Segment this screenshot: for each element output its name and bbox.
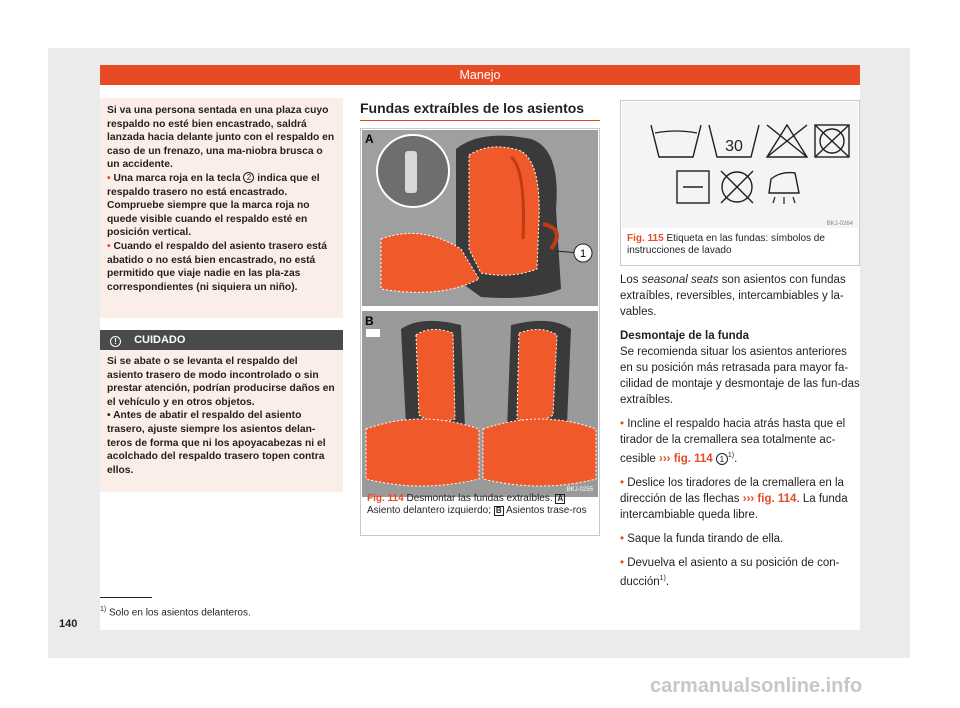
step-1-text: Incline el respaldo hacia atrás hasta que el tirador de la cremallera sea totalmente ac-cesible: [620, 418, 846, 465]
warning-bullet-1-pre: Una marca roja en la tecla: [113, 172, 241, 184]
step-1: • Incline el respaldo hacia atrás hasta que el tirador de la cremallera sea totalmente ac-cesible ››› fig. 114 1 $^{1)}$.: [620, 418, 846, 465]
rear-cover-right: [517, 329, 557, 421]
rear-cover-left: [416, 329, 455, 421]
panel-b-label: B: [365, 314, 374, 328]
warning-bullet-2-text: Cuando el respaldo del asiento trasero está abatido o no está bien encastrado, no está permitido que viaje nadie en las pla-zas correspondientes (ni siquiera un niño).: [107, 240, 327, 293]
caution-bullet: [107, 409, 335, 477]
bullet-icon: •: [107, 172, 111, 184]
caution-header: [100, 330, 343, 350]
subheading: Desmontaje de la funda: [620, 330, 750, 342]
section-title: Fundas extraíbles de los asientos: [360, 100, 585, 116]
rear-cushion-right: [483, 419, 596, 486]
footnote-rule: [100, 597, 152, 598]
caution-title: CUIDADO: [134, 334, 186, 346]
figure-115: [620, 100, 860, 266]
warning-bullet-1: [107, 172, 335, 240]
figure-114-caption: [367, 493, 595, 517]
letter-a-box: A: [555, 494, 565, 504]
seat-illustration: [361, 129, 599, 535]
callout-ref-badge: 1: [716, 453, 728, 465]
caution-bullet-text: Antes de abatir el respaldo del asiento trasero, ajuste siempre los asientos delan-teros de forma que ni los apoyacabezas ni el acolchado del respaldo trasero topen contra ellos.: [107, 410, 326, 476]
caption-text-2: Asiento delantero izquierdo;: [367, 505, 491, 516]
footnote-ref[interactable]: 1): [659, 574, 666, 582]
callout-number: 1: [579, 248, 587, 260]
zipper-pull: [405, 151, 417, 193]
figure-114: [360, 128, 600, 536]
section-rule: [360, 120, 600, 121]
intro-post: son asientos con fundas extraíbles, reversibles, intercambiables y la-vables.: [620, 274, 846, 318]
caption-text-3: Asientos trase-ros: [506, 505, 587, 516]
caution-body: [100, 350, 343, 477]
figure-link[interactable]: ››› fig. 114: [742, 492, 797, 505]
recommend-paragraph: Se recomienda situar los asientos anteriores en su posición más retrasada para mayor fa-cilidad de montaje y desmontaje de las fun-das extraíbles.: [620, 346, 860, 406]
footnote-text: Solo en los asientos delanteros.: [109, 607, 251, 619]
seat-cover-a: [469, 147, 539, 275]
letter-b-box: B: [494, 506, 504, 516]
caption-text-1: Desmontar las fundas extraíbles.: [406, 493, 553, 504]
bullet-icon: •: [620, 476, 625, 489]
step-2-post: . La funda intercambiable queda libre.: [620, 492, 848, 521]
step-4-text: Devuelva el asiento a su posición de con-ducción: [620, 556, 840, 588]
key-number-badge: 2: [243, 172, 254, 183]
step-2-text: Deslice los tiradores de la cremallera en la dirección de las flechas: [620, 476, 844, 505]
figure-link[interactable]: ››› fig. 114: [659, 452, 713, 465]
bullet-icon: •: [620, 556, 625, 569]
figure-code: BKJ-0255: [566, 487, 593, 493]
caution-box: [100, 330, 343, 492]
info-circle-icon: !: [110, 336, 121, 347]
bullet-icon: •: [620, 418, 625, 430]
rear-cushion-left: [366, 419, 479, 486]
intro-pre: Los: [620, 274, 639, 286]
step-3: [620, 531, 860, 547]
wash-symbols: [621, 101, 859, 229]
step-2: [620, 475, 860, 523]
watermark: carmanualsonline.info: [650, 675, 863, 697]
step-4: • Devuelva el asiento a su posición de con-ducción$^{1)}$.: [620, 556, 840, 588]
footnote-ref[interactable]: 1): [727, 452, 735, 459]
warning-bullet-1-post: indica que el respaldo trasero no está encastrado. Compruebe siempre que la marca roja no quede visible cuando el respaldo esté en posición vertical.: [107, 172, 320, 239]
panel-a-label: A: [365, 132, 374, 146]
bullet-icon: •: [107, 410, 111, 422]
figure-number: Fig. 114: [367, 493, 404, 504]
wash-temperature: 30: [725, 138, 743, 155]
figure-115-caption: [627, 233, 855, 257]
step-3-text: Saque la funda tirando de ella.: [627, 532, 784, 545]
figure-115-code: BKJ-0264: [826, 221, 853, 227]
intro-emphasis: seasonal seats: [641, 274, 719, 286]
warning-paragraph: Si va una persona sentada en una plaza cuyo respaldo no esté bien encastrado, saldrá lanzada hacia delante junto con el respaldo en caso de un frenazo, una ma-niobra brusca o un accidente.: [107, 105, 335, 171]
body-text-column: [620, 272, 860, 598]
intro-paragraph: [620, 272, 860, 320]
page-number: 140: [59, 618, 78, 630]
footnote-mark: 1): [100, 606, 107, 613]
warning-bullet-2: [107, 240, 335, 294]
caution-paragraph: Si se abate o se levanta el respaldo del asiento trasero de modo incontrolado o sin prestar atención, podrían producirse daños en el vehículo y en otros objetos.: [107, 356, 335, 408]
warning-box: [100, 98, 343, 318]
bullet-icon: •: [620, 532, 625, 545]
chapter-header: Manejo: [100, 65, 860, 85]
footnote: [100, 606, 251, 618]
figure-115-number: Fig. 115: [627, 233, 664, 244]
bullet-icon: •: [107, 240, 111, 252]
figure-115-caption-text: Etiqueta en las fundas: símbolos de instrucciones de lavado: [627, 233, 825, 256]
